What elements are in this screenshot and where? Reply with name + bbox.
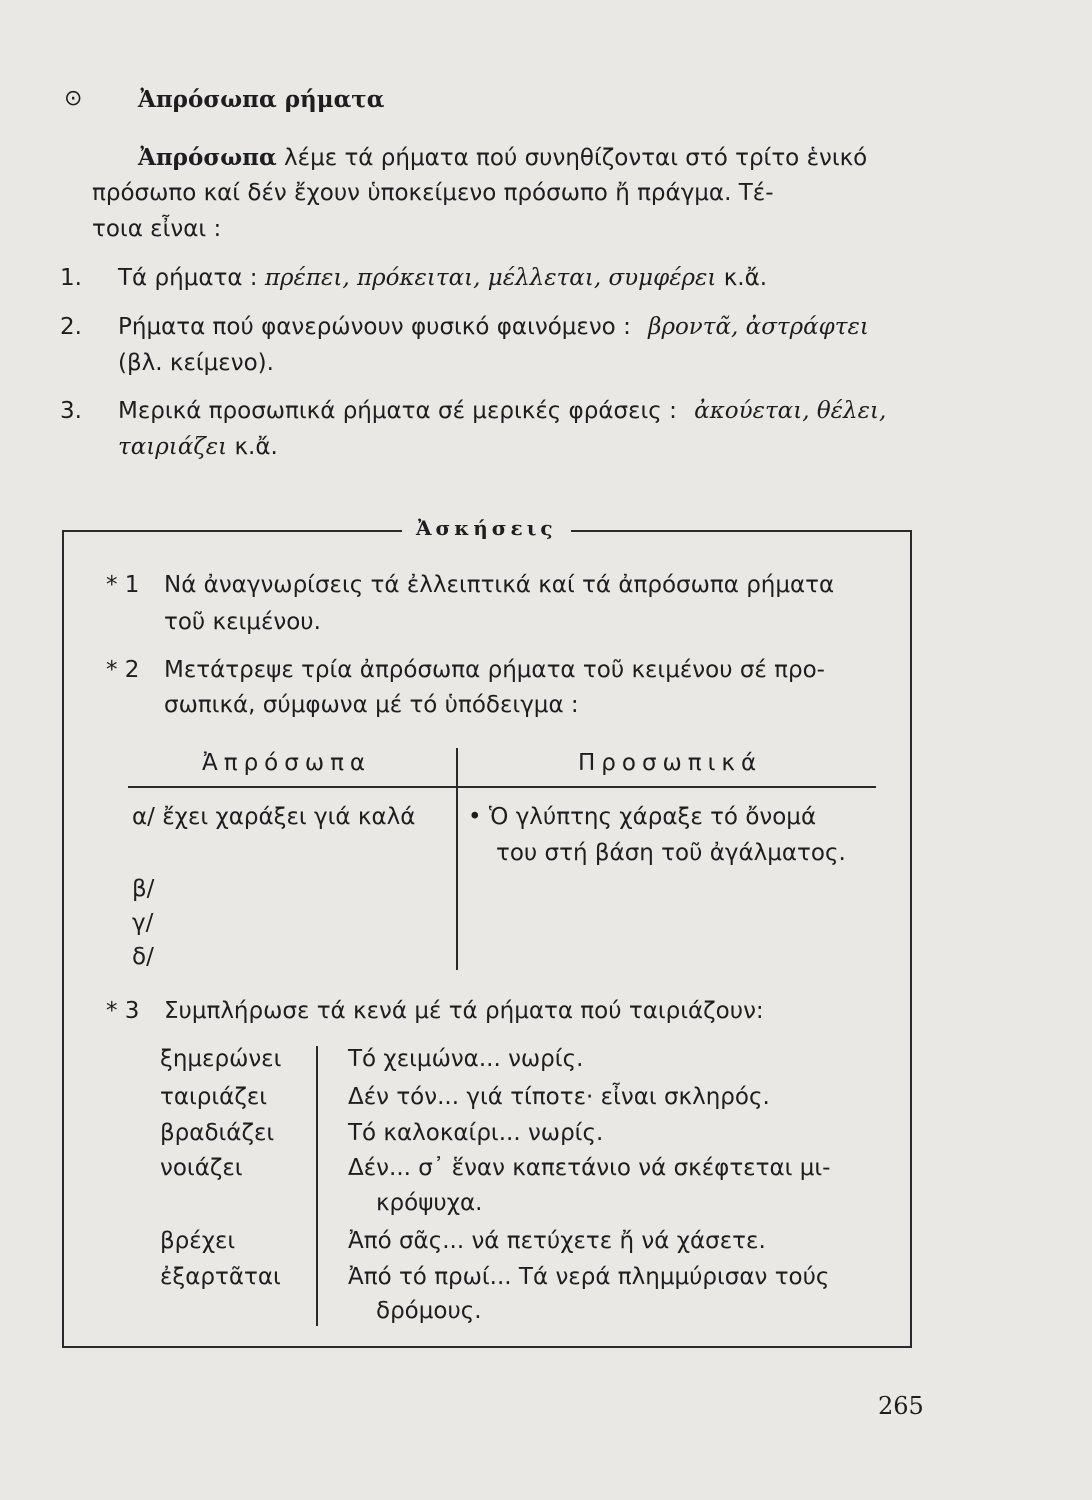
exercise-3-instruction: Συμπλήρωσε τά κενά μέ τά ρήματα πού ταιριάζουν: (164, 998, 764, 1024)
sentence-item: Ἀπό τό πρωί... Τά νερά πλημμύρισαν τούς (348, 1264, 830, 1290)
table-col-2-header: Προσωπικά (578, 750, 763, 776)
table-row-a-right-1: • Ὁ γλύπτης χάραξε τό ὄνομά (468, 804, 817, 830)
table-column-divider (456, 748, 458, 970)
verb-item: βραδιάζει (160, 1120, 275, 1146)
sentence-item: Ἀπό σᾶς... νά πετύχετε ἤ νά χάσετε. (348, 1228, 766, 1254)
list-num-2: 2. (60, 314, 82, 340)
list-item-2 (118, 314, 869, 340)
exercise-1-line-2: τοῦ κειμένου. (164, 609, 321, 635)
table-row-g: γ/ (132, 910, 154, 936)
table-row-a-left: α/ ἔχει χαράξει γιά καλά (132, 804, 416, 830)
table-row-a-right-2: του στή βάση τοῦ ἀγάλματος. (496, 840, 846, 866)
intro-line-1-text: λέμε τά ρήματα πού συνηθίζονται στό τρίτο ἑνικό (284, 145, 868, 171)
exercise-3-mark: * 3 (106, 998, 140, 1024)
list-item-3-cont (118, 434, 278, 460)
verb-item: βρέχει (160, 1228, 236, 1254)
list-item-2-text: Ρήματα πού φανερώνουν φυσικό φαινόμενο : (118, 314, 631, 340)
list-num-1: 1. (60, 265, 82, 291)
intro-line-1 (138, 144, 867, 171)
section-title: Ἀπρόσωπα ρήματα (138, 86, 385, 113)
verb-item: ταιριάζει (160, 1084, 268, 1110)
list-item-3-italic: ἀκούεται, θέλει, (694, 398, 887, 424)
verb-item: ἐξαρτᾶται (160, 1264, 281, 1290)
list-item-1-italic: πρέπει, πρόκειται, μέλλεται, συμφέρει (264, 265, 717, 291)
list-item-1-tail: κ.ἄ. (723, 265, 768, 291)
verb-item: νοιάζει (160, 1155, 243, 1181)
list-item-3-cont-tail: κ.ἄ. (234, 434, 278, 460)
table-row-b: β/ (132, 876, 155, 902)
list-item-3-text: Μερικά προσωπικά ρήματα σέ μερικές φράσεις : (118, 398, 677, 424)
sentence-item: Δέν τόν... γιά τίποτε· εἶναι σκληρός. (348, 1084, 770, 1110)
exercise-2-mark: * 2 (106, 657, 140, 683)
exercise-2-line-1: Μετάτρεψε τρία ἀπρόσωπα ρήματα τοῦ κειμένου σέ προ- (164, 657, 825, 683)
list-num-3: 3. (60, 398, 82, 424)
exercise-2-line-2: σωπικά, σύμφωνα μέ τό ὑπόδειγμα : (164, 692, 579, 718)
table-header-rule (128, 786, 876, 788)
exercises-box (62, 530, 912, 1348)
page-number: 265 (878, 1392, 924, 1420)
section-marker-icon: ⊙ (64, 86, 83, 111)
list-item-1 (118, 265, 767, 291)
exercises-heading: Ἀσκήσεις (402, 516, 571, 540)
exercise-3-divider (316, 1046, 318, 1326)
table-col-1-header: Ἀπρόσωπα (202, 750, 372, 776)
list-item-2-cont: (βλ. κείμενο). (118, 350, 274, 376)
table-row-d: δ/ (132, 944, 154, 970)
sentence-item: Τό χειμώνα... νωρίς. (348, 1046, 584, 1072)
sentence-item-cont: κρόψυχα. (376, 1190, 483, 1216)
list-item-2-italic: βροντᾶ, ἀστράφτει (648, 314, 869, 340)
exercise-1-line-1: Νά ἀναγνωρίσεις τά ἐλλειπτικά καί τά ἀπρόσωπα ρήματα (164, 572, 835, 598)
list-item-3 (118, 398, 886, 424)
sentence-item: Τό καλοκαίρι... νωρίς. (348, 1120, 604, 1146)
exercise-1-mark: * 1 (106, 572, 140, 598)
sentence-item: Δέν... σ᾽ ἕναν καπετάνιο νά σκέφτεται μι- (348, 1155, 831, 1181)
intro-line-3: τοια εἶναι : (92, 216, 222, 242)
list-item-3-cont-italic: ταιριάζει (118, 434, 228, 460)
verb-item: ξημερώνει (160, 1046, 282, 1072)
list-item-1-text: Τά ρήματα : (118, 265, 258, 291)
intro-line-2: πρόσωπο καί δέν ἔχουν ὑποκείμενο πρόσωπο ἤ πράγμα. Τέ- (92, 180, 774, 206)
intro-bold-term: Ἀπρόσωπα (138, 144, 277, 171)
sentence-item-cont: δρόμους. (376, 1298, 482, 1324)
